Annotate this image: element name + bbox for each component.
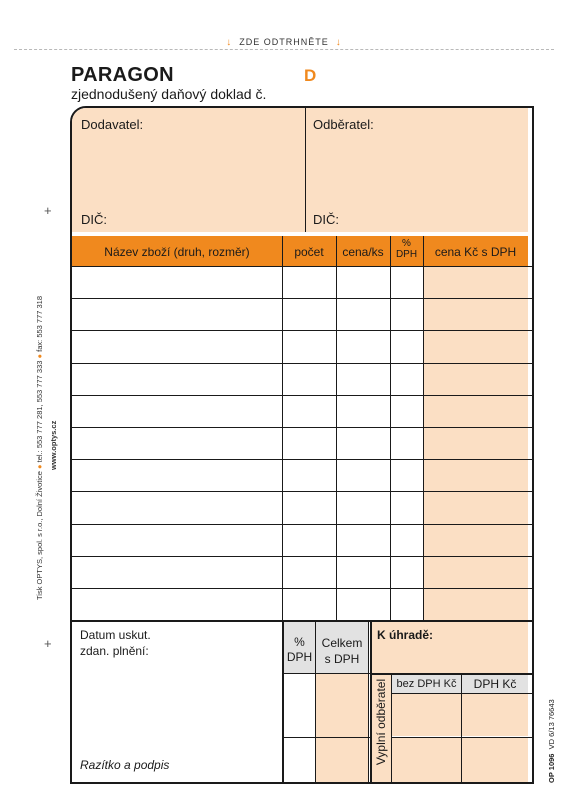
separator-dot: ●	[35, 353, 44, 359]
customer-dic-label: DIČ:	[313, 212, 339, 227]
column-header-unit-price: cena/ks	[342, 245, 384, 259]
form-code-version: VD 6/13 76643	[547, 699, 556, 750]
without-vat-header: bez DPH Kč	[396, 678, 457, 690]
supplier-label: Dodavatel:	[81, 117, 144, 132]
printer-name: Tisk OPTYS, spol. s r.o., Dolní Životice	[35, 471, 44, 600]
arrow-down-icon: ↓	[335, 37, 342, 48]
summary-col-line	[368, 622, 369, 782]
printer-phone: tel.: 553 777 281, 553 777 333	[35, 360, 44, 463]
registration-mark: +	[44, 203, 52, 218]
without-vat-fill	[392, 738, 461, 782]
supplier-field[interactable]	[81, 135, 299, 207]
parties-divider	[305, 108, 306, 232]
row-line	[72, 427, 532, 428]
row-line	[72, 556, 532, 557]
copy-letter: D	[304, 66, 317, 85]
form-code	[547, 699, 556, 783]
col-line	[282, 236, 283, 620]
row-line	[72, 330, 532, 331]
fill-customer-label: Vyplní odběratel	[374, 678, 388, 766]
row-line	[72, 491, 532, 492]
document-title: PARAGON	[71, 64, 174, 86]
row-line	[72, 298, 532, 299]
to-pay-label: K úhradě:	[377, 628, 434, 642]
date-label-2: zdan. plnění:	[80, 644, 149, 658]
supplier-dic-label: DIČ:	[81, 212, 107, 227]
customer-label: Odběratel:	[313, 117, 374, 132]
col-line	[390, 236, 391, 620]
row-line	[72, 524, 532, 525]
row-line	[72, 363, 532, 364]
date-label-1: Datum uskut.	[80, 628, 151, 642]
without-vat-fill	[392, 694, 461, 736]
customer-field[interactable]	[313, 135, 523, 207]
column-header-total: cena Kč s DPH	[434, 245, 517, 259]
vat-amount-fill	[462, 738, 528, 782]
total-with-vat-fill	[316, 674, 368, 782]
printer-fax: fax: 553 777 318	[35, 295, 44, 352]
vat-amount-header: DPH Kč	[473, 677, 517, 691]
form-code-number: OP 1096	[547, 753, 556, 783]
row-line	[72, 588, 532, 589]
tear-dashed-line	[14, 49, 554, 50]
col-line	[423, 236, 424, 620]
row-line	[72, 395, 532, 396]
printer-web-text: www.optys.cz	[49, 420, 58, 470]
printer-info	[35, 296, 44, 600]
col-line	[336, 236, 337, 620]
tear-off-label	[0, 37, 568, 48]
registration-mark: +	[44, 636, 52, 651]
column-header-count: počet	[294, 245, 324, 259]
column-header-name: Název zboží (druh, rozměr)	[104, 245, 250, 259]
tear-off-text: ZDE ODTRHNĚTE	[239, 37, 329, 47]
total-column-fill	[423, 266, 528, 620]
summary-col-line	[315, 622, 316, 782]
printer-web	[49, 421, 58, 470]
vat-pct-header: % DPH	[286, 635, 313, 664]
vat-amount-fill	[462, 694, 528, 736]
receipt-form	[70, 106, 534, 784]
document-subtitle: zjednodušený daňový doklad č.	[71, 86, 267, 102]
separator-dot: ●	[35, 464, 44, 469]
total-with-vat-header: Celkem s DPH	[321, 636, 363, 666]
summary-row-line	[284, 673, 370, 674]
stamp-label: Razítko a podpis	[80, 758, 170, 772]
arrow-down-icon: ↓	[226, 37, 233, 48]
row-line	[72, 459, 532, 460]
row-line	[72, 266, 532, 267]
column-header-vat-pct: % DPH	[395, 238, 418, 260]
summary-row-line	[284, 737, 370, 738]
